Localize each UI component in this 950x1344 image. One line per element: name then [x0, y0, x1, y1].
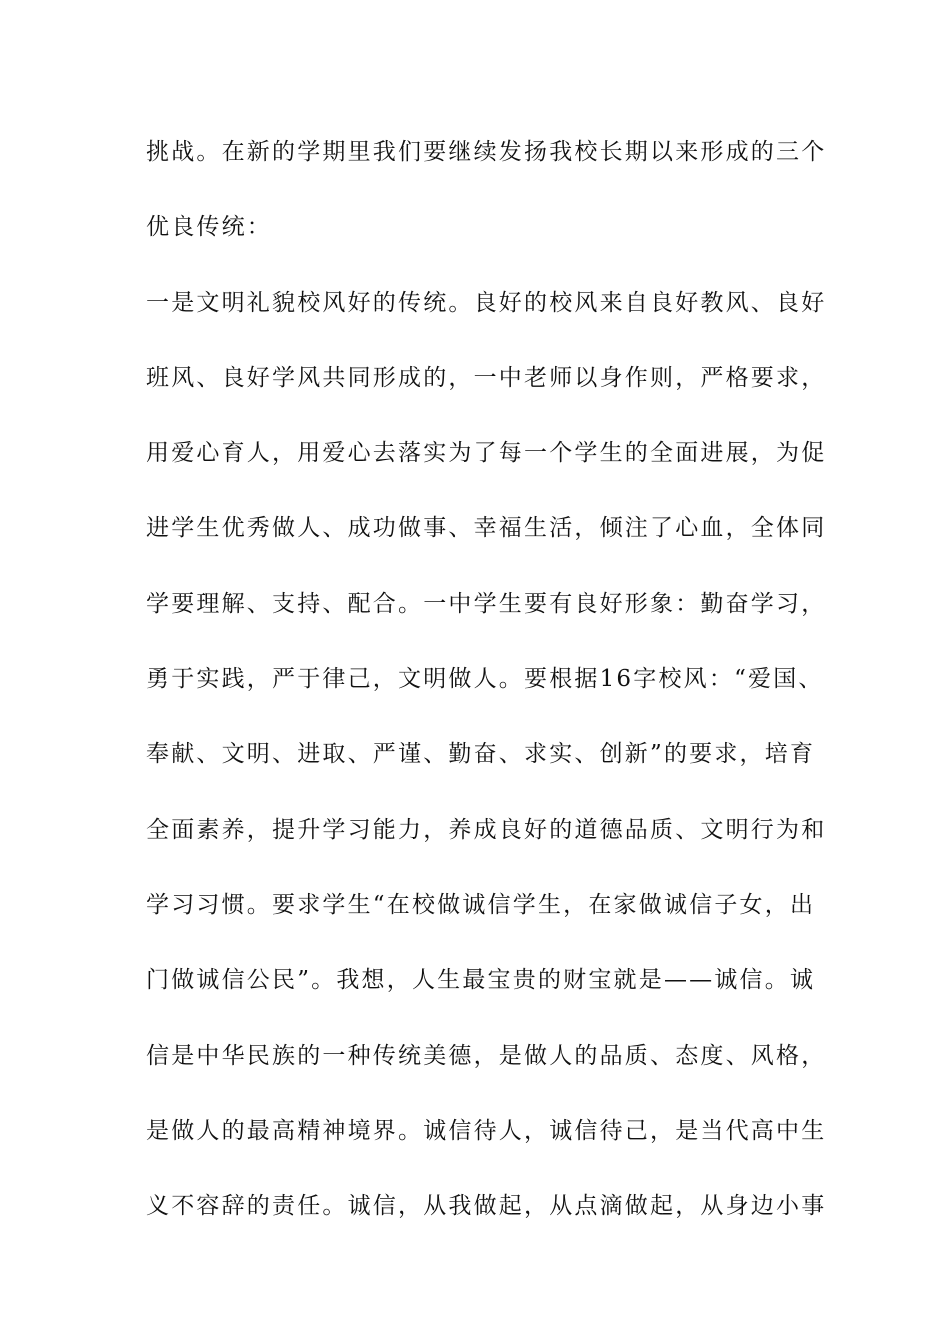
text-line: 优良传统：: [146, 214, 272, 241]
text-line: 是做人的最高精神境界。诚信待人，诚信待己，是当代高中生: [146, 1117, 827, 1144]
text-line: 挑战。在新的学期里我们要继续发扬我校长期以来形成的三个: [146, 139, 827, 165]
text-line: 信是中华民族的一种传统美德，是做人的品质、态度、风格，: [146, 1042, 827, 1069]
text-line: 一是文明礼貌校风好的传统。良好的校风来自良好教风、良好: [146, 289, 827, 316]
body-text: [146, 128, 827, 1257]
text-line: 门做诚信公民”。我想，人生最宝贵的财宝就是——诚信。诚: [146, 967, 816, 994]
text-line: 学要理解、支持、配合。一中学生要有良好形象：勤奋学习，: [146, 590, 827, 617]
text-line: 全面素养，提升学习能力，养成良好的道德品质、文明行为和: [146, 816, 827, 843]
text-line: 义不容辞的责任。诚信，从我做起，从点滴做起，从身边小事: [146, 1193, 827, 1220]
text-line: 奉献、文明、进取、严谨、勤奋、求实、创新”的要求，培育: [146, 741, 816, 768]
text-line: 班风、良好学风共同形成的，一中老师以身作则，严格要求，: [146, 364, 827, 391]
text-line: 学习习惯。要求学生“在校做诚信学生，在家做诚信子女，出: [146, 891, 816, 918]
text-line: 勇于实践，严于律己，文明做人。要根据16字校风：“爱国、: [146, 666, 824, 693]
text-line: 用爱心育人，用爱心去落实为了每一个学生的全面进展，为促: [146, 440, 827, 467]
text-line: 进学生优秀做人、成功做事、幸福生活，倾注了心血，全体同: [146, 515, 827, 542]
